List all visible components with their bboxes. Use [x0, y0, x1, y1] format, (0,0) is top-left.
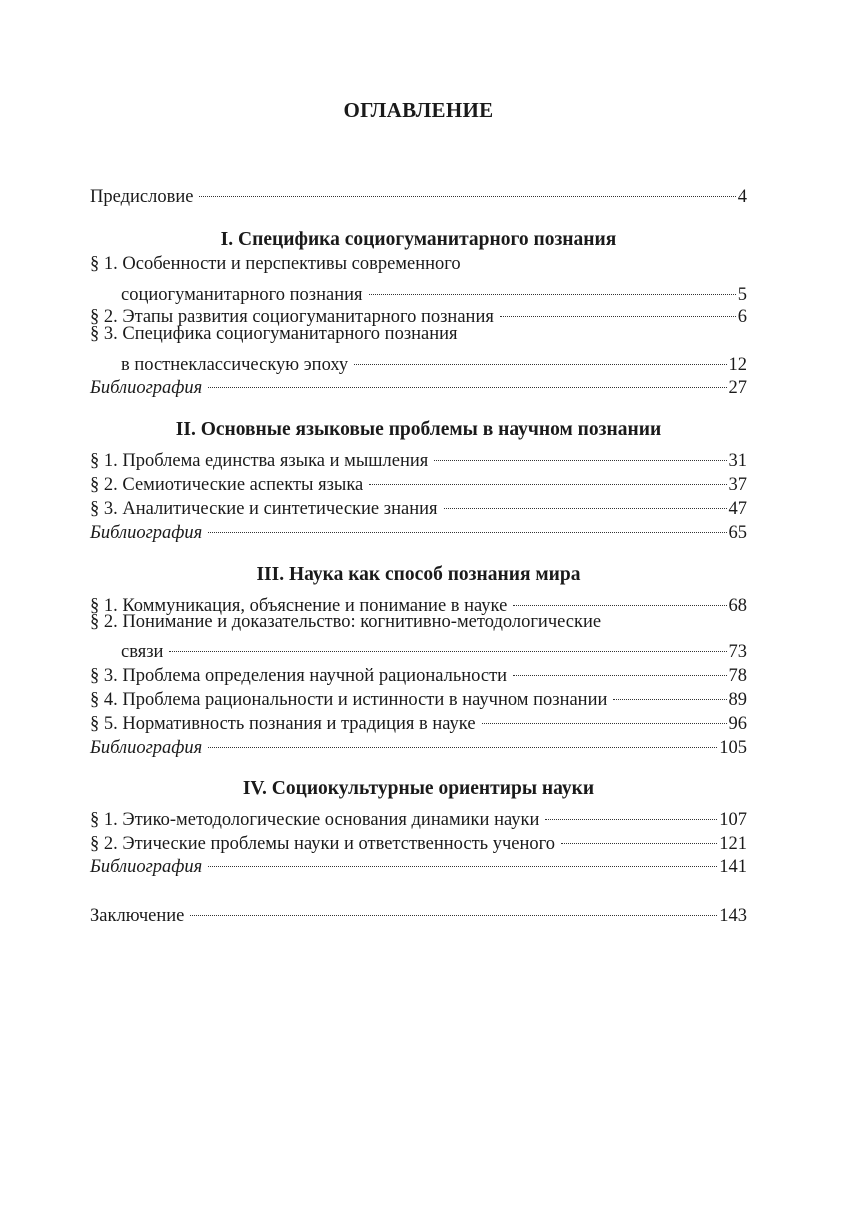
section-heading-1[interactable]: I. Специфика социогуманитарного познания [220, 229, 617, 250]
toc-entry-3-5[interactable] [90, 705, 747, 734]
toc-entry-text: связи [121, 642, 164, 662]
toc-page-number: 89 [728, 690, 747, 710]
toc-page-number: 96 [728, 714, 747, 734]
toc-entry-text: Заключение [90, 906, 185, 926]
leader-dots [169, 633, 726, 657]
toc-page-number: 31 [728, 451, 747, 471]
toc-entry-text: § 2. Этические проблемы науки и ответственность ученого [90, 834, 556, 854]
leader-dots [208, 369, 726, 393]
toc-entry-2-2[interactable] [90, 466, 747, 495]
toc-entry-conclusion[interactable] [90, 897, 747, 926]
toc-entry-text: § 3. Аналитические и синтетические знания [90, 499, 438, 519]
toc-entry-3-3[interactable] [90, 657, 747, 686]
toc-entry-3-4[interactable] [90, 681, 747, 710]
toc-entry-text: § 1. Коммуникация, объяснение и понимание в науке [90, 596, 508, 616]
leader-dots [500, 298, 736, 322]
leader-dots [434, 442, 726, 466]
toc-entry-text: § 3. Проблема определения научной рациональности [90, 666, 508, 686]
toc-entry-text: Библиография [90, 857, 203, 877]
leader-dots [208, 729, 717, 753]
leader-dots [444, 490, 727, 514]
section-heading-4[interactable]: IV. Социокультурные ориентиры науки [242, 778, 595, 799]
toc-entry-text: § 1. Проблема единства языка и мышления [90, 451, 429, 471]
toc-page-number: 27 [728, 378, 747, 398]
toc-page-number: 6 [737, 307, 747, 327]
leader-dots [545, 801, 717, 825]
toc-entry-1-3[interactable] [90, 346, 747, 375]
toc-bibliography-3[interactable] [90, 729, 747, 758]
section-heading-2[interactable]: II. Основные языковые проблемы в научном познании [175, 419, 662, 440]
toc-bibliography-1[interactable] [90, 369, 747, 398]
toc-entry-text: § 1. Этико-методологические основания динамики науки [90, 810, 540, 830]
toc-entry-2-1[interactable] [90, 442, 747, 471]
toc-entry-1-1[interactable] [90, 276, 747, 305]
toc-entry-text: Библиография [90, 738, 203, 758]
toc-page-number: 105 [719, 738, 747, 758]
toc-entry-2-3[interactable] [90, 490, 747, 519]
leader-dots [482, 705, 727, 729]
toc-page-number: 37 [728, 475, 747, 495]
leader-dots [369, 466, 726, 490]
toc-entry-text: Библиография [90, 523, 203, 543]
toc-entry-text: § 2. Семиотические аспекты языка [90, 475, 364, 495]
toc-entry-text: § 2. Этапы развития социогуманитарного познания [90, 307, 494, 327]
leader-dots [369, 276, 736, 300]
leader-dots [190, 897, 717, 921]
toc-entry-4-2[interactable] [90, 825, 747, 854]
leader-dots [513, 587, 726, 611]
toc-entry-3-2-line1[interactable] [90, 610, 747, 634]
toc-entry-text: социогуманитарного познания [121, 285, 363, 305]
toc-entry-text: Библиография [90, 378, 203, 398]
toc-entry-4-1[interactable] [90, 801, 747, 830]
leader-dots [613, 681, 726, 705]
toc-entry-text: Предисловие [90, 187, 194, 207]
toc-entry-text: § 2. Понимание и доказательство: когнитивно-методологические [90, 612, 602, 632]
toc-page-number: 107 [719, 810, 747, 830]
leader-dots [513, 657, 726, 681]
leader-dots [208, 848, 717, 872]
leader-dots [354, 346, 726, 370]
toc-page-number: 65 [728, 523, 747, 543]
toc-entry-text: § 4. Проблема рациональности и истинности в научном познании [90, 690, 608, 710]
toc-page-number: 78 [728, 666, 747, 686]
leader-dots [208, 514, 726, 538]
toc-page-number: 73 [728, 642, 747, 662]
toc-entry-3-2[interactable] [90, 633, 747, 662]
page-title: ОГЛАВЛЕНИЕ [343, 98, 494, 122]
toc-entry-text: § 1. Особенности и перспективы современного [90, 254, 461, 274]
toc-entry-1-2[interactable] [90, 298, 747, 327]
section-heading-3[interactable]: III. Наука как способ познания мира [256, 564, 581, 585]
toc-entry-preface[interactable] [90, 178, 747, 207]
toc-entry-text: § 5. Нормативность познания и традиция в науке [90, 714, 476, 734]
toc-entry-text: в постнеклассическую эпоху [121, 355, 349, 375]
leader-dots [199, 178, 735, 202]
toc-entry-1-1-line1[interactable] [90, 252, 747, 276]
toc-entry-3-1[interactable] [90, 587, 747, 616]
toc-bibliography-2[interactable] [90, 514, 747, 543]
toc-entry-text: § 3. Специфика социогуманитарного познания [90, 324, 458, 344]
toc-page-number: 5 [737, 285, 747, 305]
toc-page-number: 143 [719, 906, 747, 926]
leader-dots [561, 825, 717, 849]
toc-page-number: 68 [728, 596, 747, 616]
toc-page-number: 121 [719, 834, 747, 854]
toc-page-number: 12 [728, 355, 747, 375]
toc-page-number: 47 [728, 499, 747, 519]
toc-entry-1-3-line1[interactable] [90, 322, 747, 346]
toc-page-number: 141 [719, 857, 747, 877]
toc-page-number: 4 [737, 187, 747, 207]
toc-bibliography-4[interactable] [90, 848, 747, 877]
